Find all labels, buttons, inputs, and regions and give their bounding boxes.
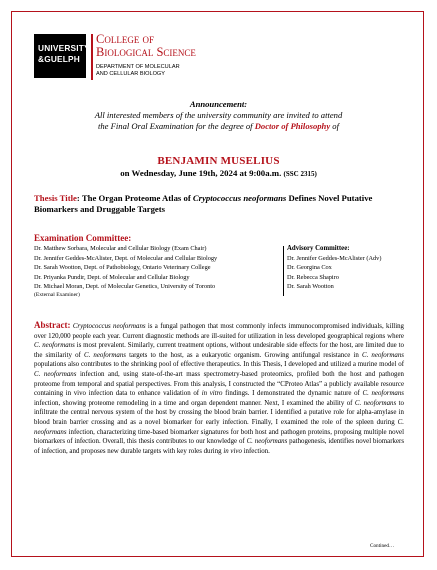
exam-committee-heading: Examination Committee: [34, 233, 132, 243]
abstract-italic-term: in vivo [223, 447, 242, 455]
abstract-italic-term: in vitro [201, 390, 223, 398]
university-logo [34, 34, 90, 78]
announcement-line-2 [0, 121, 437, 132]
external-examiner-note: (External Examiner) [34, 291, 80, 298]
abstract-italic-term: C. neoformans [354, 399, 397, 407]
department-name [96, 64, 180, 78]
advisory-member: Dr. Jennifer Geddes-McAlister (Adv) [287, 254, 382, 262]
announcement [0, 99, 437, 132]
abstract-italic-term: C. neoformans [246, 438, 288, 446]
abstract-text: infection. [241, 447, 270, 455]
degree-name: Doctor of Philosophy [254, 121, 331, 131]
thesis-organism: Cryptococcus neoformans [192, 193, 287, 203]
thesis-colon: : [76, 193, 82, 203]
abstract-text: populations also contributes to the shrinking pool of effective therapeutics. In this Thesis, I developed and utilized a murine model of [34, 361, 404, 369]
advisory-member: Dr. Georgina Cox [287, 264, 332, 272]
college-name [96, 33, 196, 59]
thesis-label: Thesis Title [34, 193, 77, 203]
header [34, 34, 414, 84]
advisory-committee-list [287, 244, 417, 292]
abstract-italic-term: C. neoformans [83, 351, 126, 359]
announcement-suffix: of [330, 121, 339, 131]
continued-note: Contined… [370, 543, 395, 549]
department-line-1: DEPARTMENT OF MOLECULAR [96, 64, 180, 70]
thesis-part-2: Defines Novel Putative Biomarkers and Druggable Targets [34, 193, 373, 214]
committee-divider [283, 246, 284, 296]
abstract-text: infection, characterizing time-based biomarker signatures for both host and pathogen proteins, proposing multiple novel biomarkers of infection. Overall, this thesis contributes to our knowledge of [34, 428, 404, 446]
advisory-committee-heading: Advisory Committee: [287, 245, 350, 252]
abstract-text: is a fungal pathogen that most commonly infects immunocompromised individuals, killing over 120,000 people each year. Current diagnostic methods are ill-suited for utilization in less developed geographical regions where [34, 323, 404, 340]
advisory-member: Dr. Rebecca Shapiro [287, 273, 339, 281]
exam-member: Dr. Matthew Sorbara, Molecular and Cellular Biology (Exam Chair) [34, 245, 207, 252]
abstract-text: targets to the host, as a eukaryotic organism. Growing antifungal resistance in [125, 351, 362, 359]
announcement-prefix: the Final Oral Examination for the degree of [97, 121, 255, 131]
logo-line-2: &GUELPH [38, 54, 80, 64]
exam-room: (SSC 2315) [283, 170, 317, 178]
abstract-italic-term: C. neoformans [362, 390, 404, 398]
abstract-text: findings. I demonstrated the dynamic nature of [222, 390, 363, 398]
abstract-italic-term: Cryptococcus neoformans [72, 323, 146, 330]
exam-member: Dr. Priyanka Pundir, Dept. of Molecular and Cellular Biology [34, 273, 190, 281]
abstract-italic-term: C. neoformans [361, 351, 404, 359]
abstract-body [34, 323, 404, 455]
header-divider [91, 34, 93, 80]
abstract-italic-term: C. neoformans [34, 418, 404, 436]
abstract-italic-term: C. neoformans [34, 370, 77, 378]
exam-member: Dr. Sarah Wootton, Dept. of Pathobiology, Ontario Veterinary College [34, 264, 211, 272]
abstract-italic-term: C. neoformans [34, 342, 75, 350]
logo-line-1: UNIVERSITY [38, 43, 90, 53]
abstract-text: is most prevalent. Similarly, current treatment options, without undesirable side effects for the host, are limited due to the similarity of [34, 342, 404, 359]
candidate-name: BENJAMIN MUSELIUS [157, 155, 280, 167]
exam-date-main: on Wednesday, June 19th, 2024 at 9:00a.m. [120, 168, 284, 178]
advisory-member: Dr. Sarah Wootton [287, 283, 334, 291]
college-line-2: Biological Science [96, 45, 196, 59]
exam-date [0, 168, 437, 178]
announcement-line-1: All interested members of the university community are invited to attend [94, 110, 343, 120]
exam-member: Dr. Jennifer Geddes-McAlister, Dept. of Molecular and Cellular Biology [34, 254, 218, 262]
abstract-text: infection and, using state-of-the-art mass spectrometry-based proteomics, profiled both the host and pathogen proteome from temporal and spatial perspectives. From this analysis, I constructed the “CProteo Atlas” a publicly available resource containing in vivo infection data to enhance validation of [34, 370, 404, 398]
department-line-2: AND CELLULAR BIOLOGY [96, 71, 166, 77]
abstract-label: Abstract: [34, 320, 71, 330]
exam-member: Dr. Michael Moran, Dept. of Molecular Genetics, University of Toronto [34, 283, 216, 291]
exam-committee-list [34, 244, 284, 299]
college-line-1: College of [96, 32, 154, 46]
thesis-title [34, 193, 404, 215]
announcement-heading: Announcement: [189, 99, 248, 109]
abstract-text: pathogenesis, identifies novel biomarkers of infection, and proposes new durable targets with key roles during [34, 438, 404, 455]
abstract-text: to infiltrate the central nervous system of the host by crossing the blood brain barrier. I identified a putative role for alpha-amylase in blood brain barrier crossing and as a novel biomarker for early infection. Finally, I examined the role of the spleen during [34, 399, 404, 426]
thesis-part-1: The Organ Proteome Atlas of [81, 193, 193, 203]
abstract-text: infection, showing proteome remodeling in a time and organ dependent manner. Next, I examined the ability of [34, 399, 355, 407]
abstract [34, 321, 404, 456]
